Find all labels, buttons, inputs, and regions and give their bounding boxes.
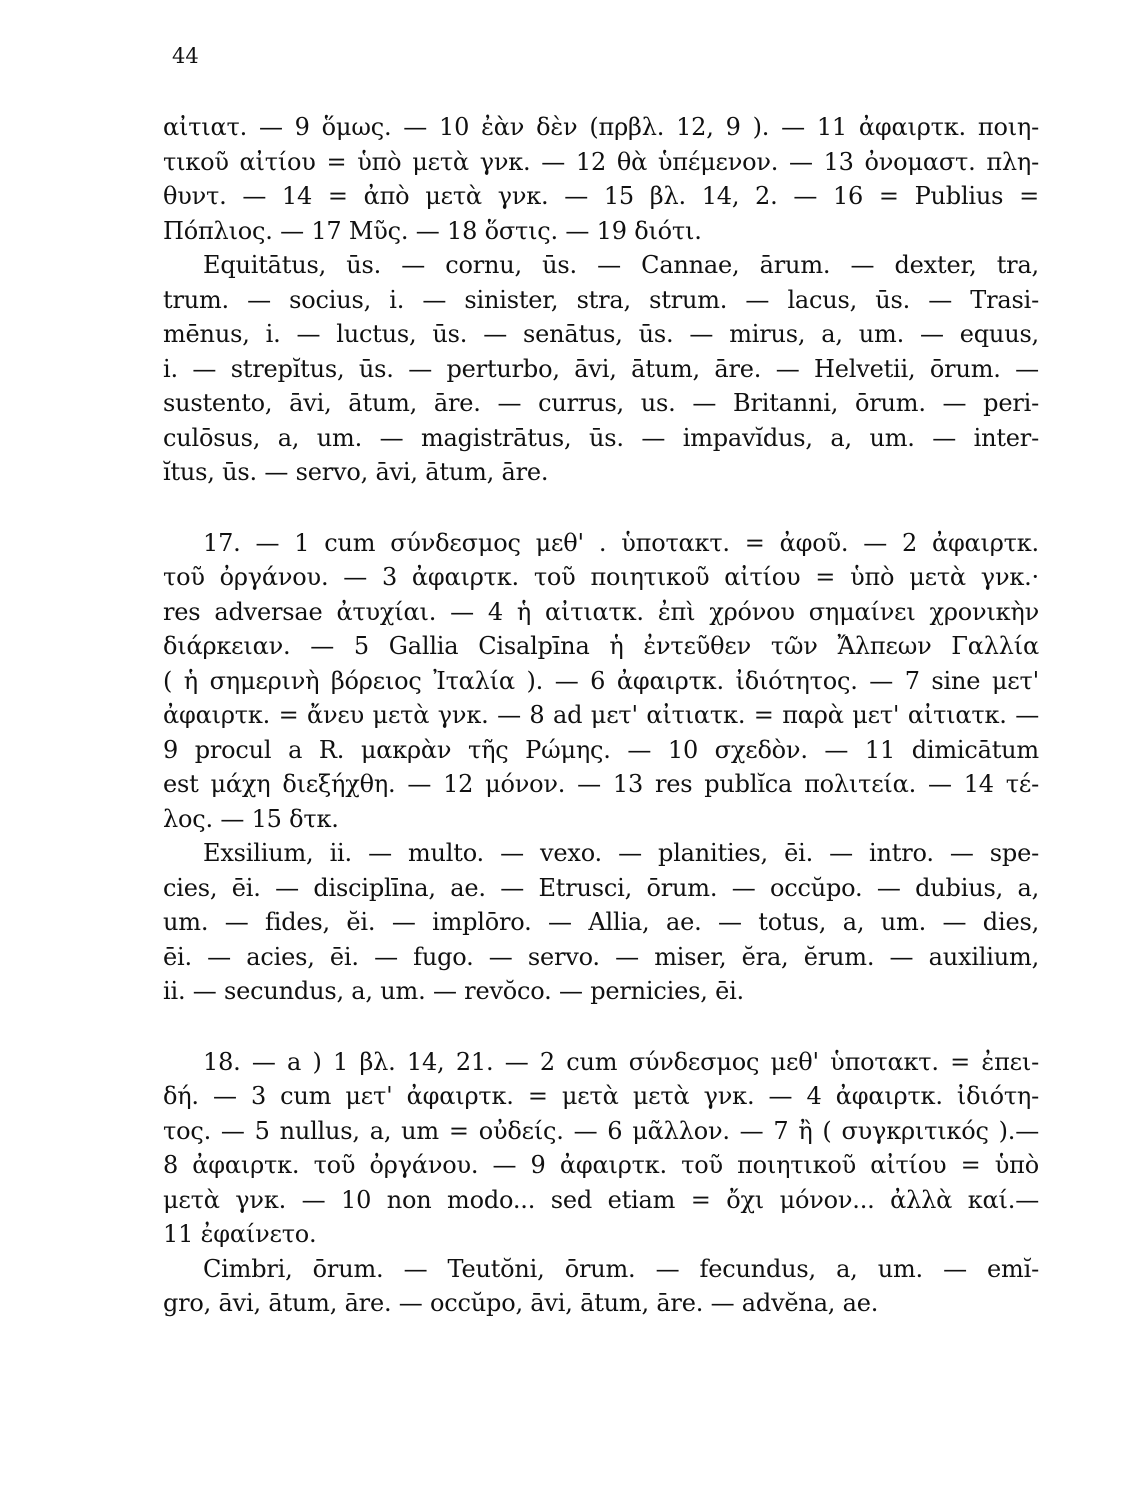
text-line: τοῦ ὀργάνου. — 3 ἀφαιρτκ. τοῦ ποιητικοῦ αἰτίου = ὑπὸ μετὰ γνκ.· [163, 563, 1039, 591]
text-line: gro, āvi, ātum, āre. — occŭpo, āvi, ātum, āre. — advĕna, ae. [163, 1289, 879, 1317]
text-line: Exsilium, ii. — multo. — vexo. — planities, ēi. — intro. — spe- [203, 839, 1039, 867]
text-line: ii. — secundus, a, um. — revŏco. — pernicies, ēi. [163, 977, 744, 1005]
text-line: Πόπλιος. — 17 Μῦς. — 18 ὅστις. — 19 διότι. [163, 216, 702, 245]
page-number: 44 [172, 44, 199, 68]
vocabulary-18 [163, 1252, 1039, 1321]
text-line: ( ἡ σημερινὴ βόρειος Ἰταλία ). — 6 ἀφαιρτκ. ἰδιότητος. — 7 sine μετ' [163, 666, 1039, 695]
text-line: ĭtus, ūs. — servo, āvi, ātum, āre. [163, 458, 549, 486]
text-line: μετὰ γνκ. — 10 non modo... sed etiam = ὄχι μόνον... ἀλλὰ καί.— [163, 1185, 1039, 1214]
text-line: res adversae ἀτυχίαι. — 4 ἡ αἰτιατκ. ἐπὶ χρόνου σημαίνει χρονικὴν [163, 597, 1039, 626]
vocabulary-16 [163, 248, 1039, 490]
section-gap [163, 1009, 1039, 1045]
text-line: Equitātus, ūs. — cornu, ūs. — Cannae, ārum. — dexter, tra, [203, 251, 1039, 279]
vocabulary-17 [163, 836, 1039, 1009]
section-18-notes [163, 1045, 1039, 1252]
text-line: mēnus, i. — luctus, ūs. — senātus, ūs. — mirus, a, um. — equus, [163, 320, 1039, 348]
text-line: λος. — 15 δτκ. [163, 804, 339, 833]
text-line: um. — fides, ĕi. — implōro. — Allia, ae. — totus, a, um. — dies, [163, 908, 1039, 936]
text-line: i. — strepĭtus, ūs. — perturbo, āvi, ātum, āre. — Helvetii, ōrum. — [163, 354, 1039, 383]
text-line: θυντ. — 14 = ἀπὸ μετὰ γνκ. — 15 βλ. 14, 2. — 16 = Publius = [163, 182, 1039, 210]
notes-continuation [163, 110, 1039, 248]
text-line: ēi. — acies, ēi. — fugo. — servo. — miser, ĕra, ĕrum. — auxilium, [163, 942, 1039, 971]
text-line: τος. — 5 nullus, a, um = οὐδείς. — 6 μᾶλλον. — 7 ἢ ( συγκριτικός ).— [163, 1116, 1039, 1145]
text-line: διάρκειαν. — 5 Gallia Cisalpīna ἡ ἐντεῦθεν τῶν Ἄλπεων Γαλλία [163, 632, 1039, 660]
text-line: cies, ēi. — disciplīna, ae. — Etrusci, ōrum. — occŭpo. — dubius, a, [163, 873, 1039, 902]
text-line: ἀφαιρτκ. = ἄνευ μετὰ γνκ. — 8 ad μετ' αἰτιατκ. = παρὰ μετ' αἰτιατκ. — [163, 701, 1039, 729]
text-line: τικοῦ αἰτίου = ὑπὸ μετὰ γνκ. — 12 θὰ ὑπέμενον. — 13 ὀνομαστ. πλη- [163, 147, 1039, 176]
section-17-notes [163, 526, 1039, 837]
text-line: 11 ἐφαίνετο. [163, 1220, 317, 1248]
text-line: trum. — socius, i. — sinister, stra, strum. — lacus, ūs. — Trasi- [163, 285, 1039, 314]
text-line: Cimbri, ōrum. — Teutŏni, ōrum. — fecundus, a, um. — emĭ- [203, 1254, 1039, 1283]
section-gap [163, 490, 1039, 526]
text-line: δή. — 3 cum μετ' ἀφαιρτκ. = μετὰ μετὰ γνκ. — 4 ἀφαιρτκ. ἰδιότη- [163, 1082, 1039, 1110]
page-body [163, 110, 1039, 1321]
text-line: culōsus, a, um. — magistrātus, ūs. — impavĭdus, a, um. — inter- [163, 423, 1039, 452]
text-line: 9 procul a R. μακρὰν τῆς Ρώμης. — 10 σχεδὸν. — 11 dimicātum [163, 735, 1039, 764]
text-line: 8 ἀφαιρτκ. τοῦ ὀργάνου. — 9 ἀφαιρτκ. τοῦ ποιητικοῦ αἰτίου = ὑπὸ [163, 1151, 1039, 1179]
text-line: αἰτιατ. — 9 ὅμως. — 10 ἐὰν δὲν (πρβλ. 12, 9 ). — 11 ἀφαιρτκ. ποιη- [163, 113, 1039, 141]
text-line: est μάχη διεξήχθη. — 12 μόνον. — 13 res publĭca πολιτεία. — 14 τέ- [163, 770, 1039, 798]
text-line: sustento, āvi, ātum, āre. — currus, us. — Britanni, ōrum. — peri- [163, 389, 1039, 417]
text-line: 17. — 1 cum σύνδεσμος μεθ' . ὑποτακτ. = ἀφοῦ. — 2 ἀφαιρτκ. [203, 528, 1039, 557]
text-line: 18. — a ) 1 βλ. 14, 21. — 2 cum σύνδεσμος μεθ' ὑποτακτ. = ἐπει- [203, 1047, 1039, 1076]
